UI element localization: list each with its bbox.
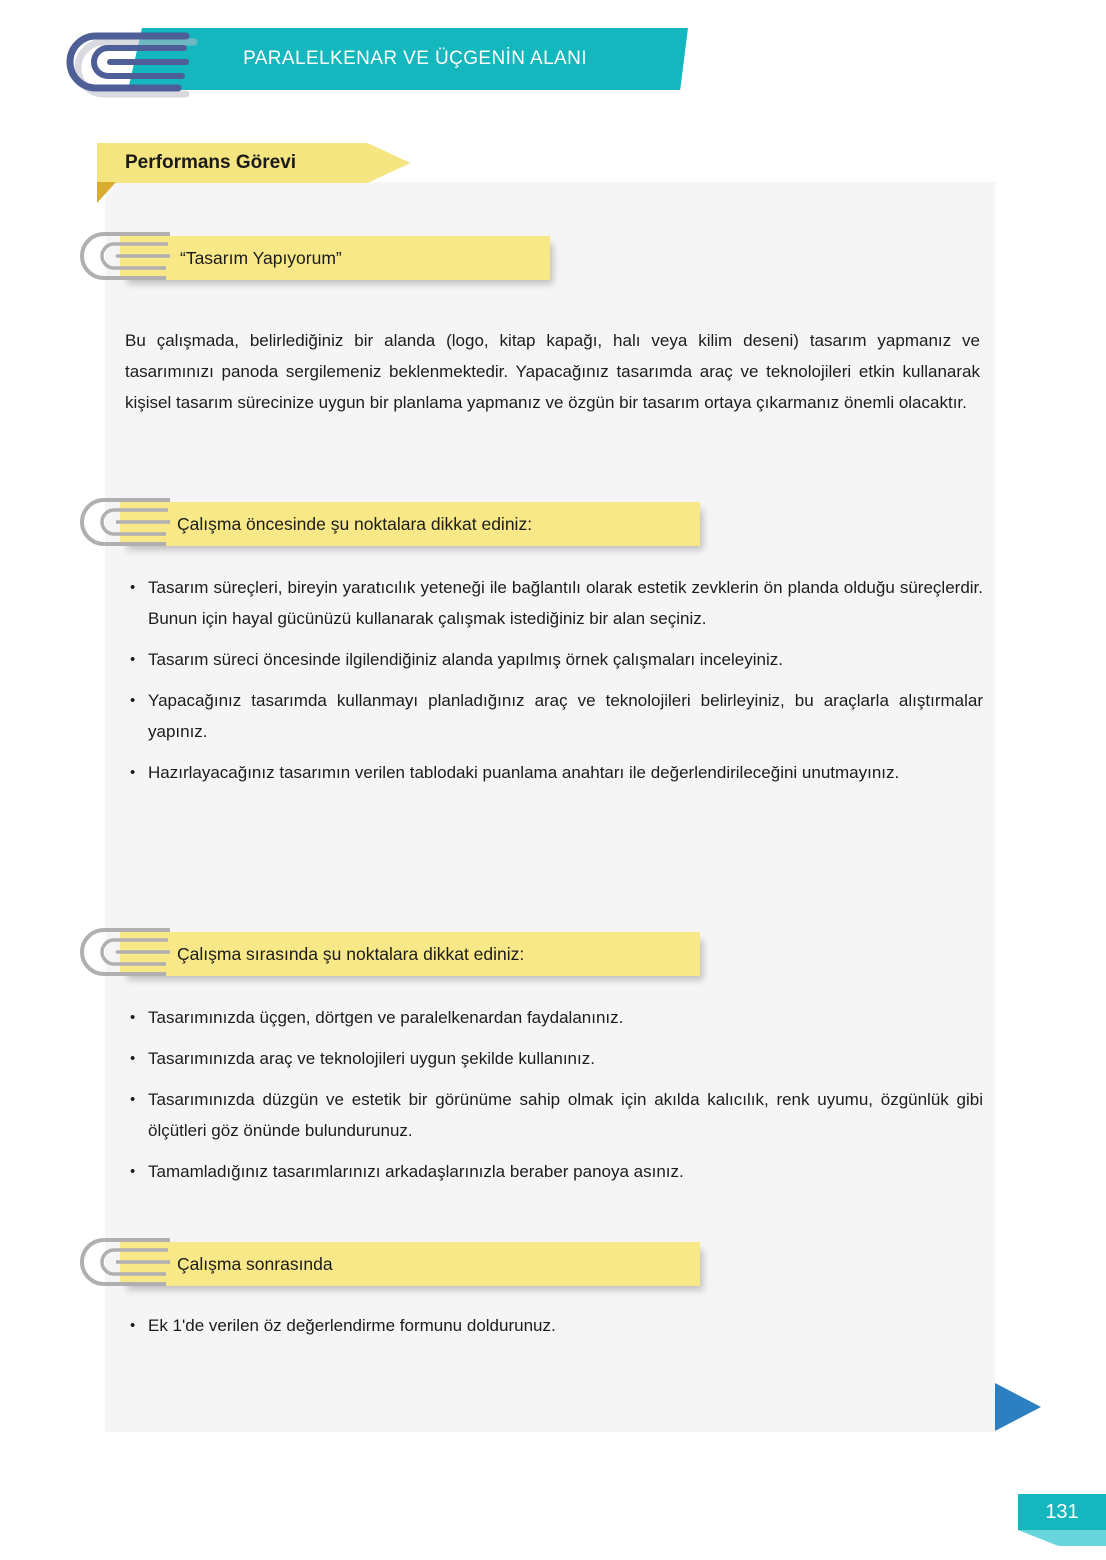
list-item: • Tamamladığınız tasarımlarınızı arkadaşlarınızla beraber panoya asınız. — [128, 1156, 983, 1187]
section-tab-label: Çalışma sırasında şu noktalara dikkat ediniz: — [177, 943, 525, 964]
section-tab-calisma-sonrasinda — [120, 1242, 700, 1286]
list-item: • Yapacağınız tasarımda kullanmayı planladığınız araç ve teknolojileri belirleyiniz, bu araçlarla alıştırmalar yapınız. — [128, 685, 983, 747]
intro-paragraph: Bu çalışmada, belirlediğiniz bir alanda (logo, kitap kapağı, halı veya kilim deseni) tasarım yapmanız ve tasarımınızı panoda sergilemeniz beklenmektedir. Yapacağınız tasarımda araç ve teknolojileri etkin kullanarak kişisel tasarım sürecinize uygun bir planlama yapmanız ve özgün bir tasarım ortaya çıkarmanız önemli olacaktır. — [125, 331, 980, 412]
section-tab-calisma-sirasinda — [120, 932, 700, 976]
section-tab-label: Çalışma öncesinde şu noktalara dikkat ediniz: — [177, 513, 533, 534]
page-number: 131 — [1018, 1494, 1106, 1530]
performans-gorevi-ribbon — [97, 143, 427, 183]
calisma-sirasinda-list — [128, 1002, 983, 1197]
list-item: • Tasarımınızda düzgün ve estetik bir görünüme sahip olmak için akılda kalıcılık, renk uyumu, özgünlük gibi ölçütleri göz önünde bulundurunuz. — [128, 1084, 983, 1146]
calisma-oncesinde-list — [128, 572, 983, 798]
section-tab-calisma-oncesinde — [120, 502, 700, 546]
list-item: • Hazırlayacağınız tasarımın verilen tablodaki puanlama anahtarı ile değerlendirileceğini unutmayınız. — [128, 757, 983, 788]
section-tab-label: Çalışma sonrasında — [177, 1253, 333, 1274]
ribbon-label: Performans Görevi — [125, 152, 297, 173]
paperclip-icon-blue — [62, 26, 262, 106]
page-number-badge — [1018, 1494, 1106, 1538]
badge-tail — [1018, 1530, 1106, 1546]
calisma-sonrasinda-list — [128, 1310, 983, 1351]
list-item: • Tasarımınızda araç ve teknolojileri uygun şekilde kullanınız. — [128, 1043, 983, 1074]
section-tab-tasarim-yapiyorum — [120, 236, 550, 280]
list-item: • Tasarım süreçleri, bireyin yaratıcılık yeteneği ile bağlantılı olarak estetik zevklerin ön planda olduğu süreçlerdir. Bunun için hayal gücünüzü kullanarak çalışmak istediğiniz bir alan seçiniz. — [128, 572, 983, 634]
list-item: • Ek 1'de verilen öz değerlendirme formunu doldurunuz. — [128, 1310, 983, 1341]
page-title: PARALELKENAR VE ÜÇGENİN ALANI — [243, 48, 587, 69]
list-item: • Tasarım süreci öncesinde ilgilendiğiniz alanda yapılmış örnek çalışmaları inceleyiniz. — [128, 644, 983, 675]
triangle-right-icon[interactable] — [995, 1383, 1041, 1431]
list-item: • Tasarımınızda üçgen, dörtgen ve paralelkenardan faydalanınız. — [128, 1002, 983, 1033]
section-tab-label: “Tasarım Yapıyorum” — [180, 247, 342, 268]
